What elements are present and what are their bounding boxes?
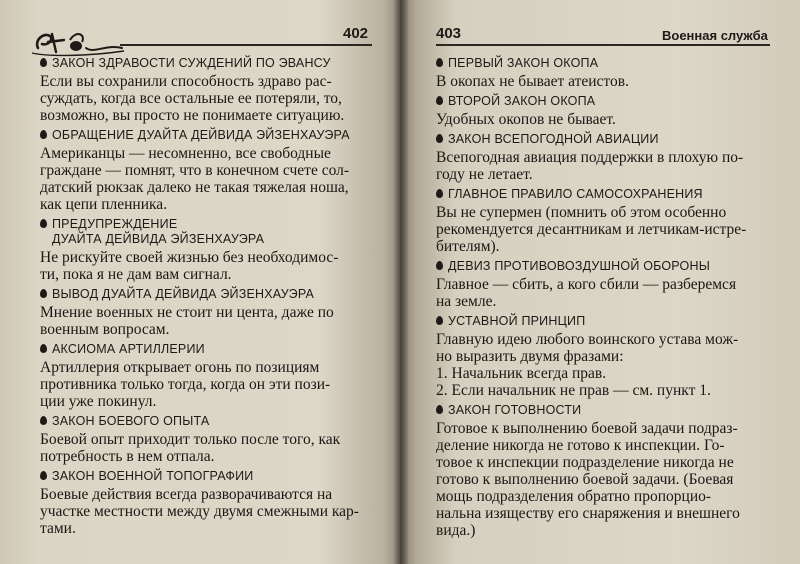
- law-heading: ЗАКОН ГОТОВНОСТИ: [448, 403, 582, 417]
- law-text: Всепогодная авиация поддержки в плохую по- году не летает.: [436, 149, 744, 183]
- law-heading: ЗАКОН ЗДРАВОСТИ СУЖДЕНИЙ ПО ЭВАНСУ: [52, 56, 331, 70]
- law-text: Боевой опыт приходит только после того, как потребность в нем отпала.: [40, 431, 341, 465]
- law-heading-row: [436, 132, 766, 147]
- book-gutter: [394, 0, 408, 564]
- law-heading: АКСИОМА АРТИЛЛЕРИИ: [52, 342, 205, 356]
- law-heading-row: [40, 469, 370, 484]
- law-entry: [40, 287, 370, 338]
- left-column: [40, 56, 370, 541]
- drop-bullet-icon: [436, 316, 443, 325]
- drop-bullet-icon: [436, 134, 443, 143]
- law-heading: ПРЕДУПРЕЖДЕНИЕ ДУАЙТА ДЕЙВИДА ЭЙЗЕНХАУЭРА: [52, 217, 265, 246]
- drop-bullet-icon: [40, 344, 47, 353]
- law-text: Вы не супермен (помнить об этом особенно рекомендуется десантникам и летчикам-истре- бителям).: [436, 204, 747, 255]
- drop-bullet-icon: [436, 96, 443, 105]
- law-entry: [40, 414, 370, 465]
- law-heading-row: [436, 187, 766, 202]
- law-heading-row: [40, 342, 370, 357]
- law-heading-row: [40, 287, 370, 302]
- page-number-left: 402: [343, 25, 369, 42]
- law-text: Если вы сохранили способность здраво рас- суждать, когда все остальные ее потеряли, то, возможно, вы просто не понимаете ситуацию.: [40, 73, 345, 124]
- header-rule-left: [120, 44, 372, 46]
- law-heading: ВЫВОД ДУАЙТА ДЕЙВИДА ЭЙЗЕНХАУЭРА: [52, 287, 315, 301]
- drop-bullet-icon: [40, 416, 47, 425]
- right-page: [400, 0, 800, 564]
- law-entry: [40, 56, 370, 124]
- drop-bullet-icon: [436, 405, 443, 414]
- drop-bullet-icon: [40, 219, 47, 228]
- drop-bullet-icon: [40, 58, 47, 67]
- law-text: Удобных окопов не бывает.: [436, 111, 616, 128]
- law-text: Артиллерия открывает огонь по позициям противника только тогда, когда он эти пози- ции уже покинул.: [40, 359, 331, 410]
- page-number-right: 403: [436, 25, 462, 42]
- drop-bullet-icon: [40, 471, 47, 480]
- drop-bullet-icon: [436, 261, 443, 270]
- law-heading: ВТОРОЙ ЗАКОН ОКОПА: [448, 94, 596, 108]
- law-entry: [40, 128, 370, 213]
- law-heading-row: [436, 314, 766, 329]
- law-heading: УСТАВНОЙ ПРИНЦИП: [448, 314, 586, 328]
- drop-bullet-icon: [436, 189, 443, 198]
- right-column: [436, 56, 766, 543]
- drop-bullet-icon: [40, 289, 47, 298]
- law-heading-row: [40, 414, 370, 429]
- law-entry: [40, 469, 370, 537]
- law-text: Главную идею любого воинского устава мож- но выразить двумя фразами: 1. Начальник всегда прав. 2. Если начальник не прав — см. пункт 1.: [436, 331, 739, 399]
- law-heading-row: [436, 403, 766, 418]
- drop-bullet-icon: [40, 130, 47, 139]
- law-heading: ПЕРВЫЙ ЗАКОН ОКОПА: [448, 56, 599, 70]
- law-heading: ЗАКОН БОЕВОГО ОПЫТА: [52, 414, 210, 428]
- law-text: В окопах не бывает атеистов.: [436, 73, 629, 90]
- law-heading-row: [436, 94, 766, 109]
- law-entry: [436, 314, 766, 399]
- law-heading: ЗАКОН ВОЕННОЙ ТОПОГРАФИИ: [52, 469, 254, 483]
- law-entry: [40, 342, 370, 410]
- law-text: Не рискуйте своей жизнью без необходимос- ти, пока я не дам вам сигнал.: [40, 249, 339, 283]
- law-entry: [40, 217, 370, 283]
- law-entry: [436, 259, 766, 310]
- law-heading-row: [40, 56, 370, 71]
- law-heading-row: [436, 56, 766, 71]
- law-entry: [436, 403, 766, 539]
- logo-label: Hу-Боол: [30, 26, 34, 27]
- law-text: Главное — сбить, а кого сбили — разберемся на земле.: [436, 276, 737, 310]
- running-title: Военная служба: [662, 28, 768, 43]
- law-heading-row: [40, 128, 370, 143]
- law-entry: [436, 187, 766, 255]
- law-text: Мнение военных не стоит ни цента, даже по военным вопросам.: [40, 304, 334, 338]
- law-heading-row: [436, 259, 766, 274]
- law-text: Готовое к выполнению боевой задачи подраз- деление никогда не готово к инспекции. Го- товое к инспекции подразделение никогда не готово к выполнению боевой задачи. (Боевая мощь подразделения обратно пропорцио- нальна изяществу его снаряжения и внешнего вида.): [436, 420, 740, 539]
- logo-icon: [30, 26, 125, 60]
- law-text: Боевые действия всегда разворачиваются на участке местности между двумя смежными кар- тами.: [40, 486, 359, 537]
- law-heading: ЗАКОН ВСЕПОГОДНОЙ АВИАЦИИ: [448, 132, 659, 146]
- drop-bullet-icon: [436, 58, 443, 67]
- law-heading: ДЕВИЗ ПРОТИВОВОЗДУШНОЙ ОБОРОНЫ: [448, 259, 710, 273]
- law-heading: ГЛАВНОЕ ПРАВИЛО САМОСОХРАНЕНИЯ: [448, 187, 703, 201]
- law-entry: [436, 132, 766, 183]
- law-heading-row: [40, 217, 370, 247]
- law-entry: [436, 94, 766, 128]
- law-text: Американцы — несомненно, все свободные граждане — помнят, что в конечном счете сол- датский рюкзак далеко не такая тяжелая ноша, как цепи пленника.: [40, 145, 350, 213]
- header-rule-right: [436, 44, 770, 46]
- law-entry: [436, 56, 766, 90]
- law-heading: ОБРАЩЕНИЕ ДУАЙТА ДЕЙВИДА ЭЙЗЕНХАУЭРА: [52, 128, 350, 142]
